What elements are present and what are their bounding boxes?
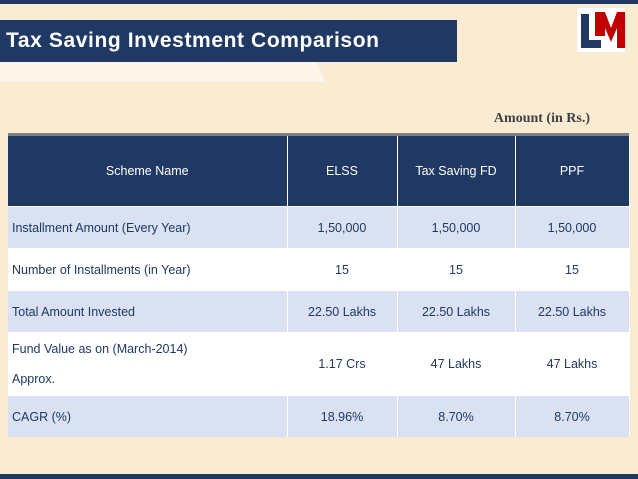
column-header-elss: ELSS	[287, 136, 397, 207]
table-cell: 1,50,000	[515, 207, 629, 249]
table-header-row	[8, 136, 629, 207]
column-header-scheme-name: Scheme Name	[8, 136, 287, 207]
row-label: Installment Amount (Every Year)	[8, 207, 287, 249]
table-row	[8, 207, 629, 249]
amount-unit-note: Amount (in Rs.)	[493, 111, 590, 126]
table-cell: 18.96%	[287, 396, 397, 438]
comparison-table	[8, 133, 629, 437]
table-cell: 8.70%	[515, 396, 629, 438]
column-header-tax-saving-fd: Tax Saving FD	[397, 136, 515, 207]
top-border-bar	[0, 0, 638, 4]
table-row	[8, 396, 629, 438]
row-label-line2: Approx.	[12, 372, 56, 386]
lm-logo-icon	[575, 6, 627, 54]
row-label: Total Amount Invested	[8, 291, 287, 333]
table-cell: 15	[287, 249, 397, 291]
table-cell: 1.17 Crs	[287, 333, 397, 396]
table-row	[8, 291, 629, 333]
row-label: CAGR (%)	[8, 396, 287, 438]
table-cell: 15	[515, 249, 629, 291]
table-cell: 47 Lakhs	[515, 333, 629, 396]
bottom-border-bar	[0, 474, 638, 479]
column-header-ppf: PPF	[515, 136, 629, 207]
table-cell: 22.50 Lakhs	[515, 291, 629, 333]
table-cell: 47 Lakhs	[397, 333, 515, 396]
table-cell: 22.50 Lakhs	[397, 291, 515, 333]
table-cell: 22.50 Lakhs	[287, 291, 397, 333]
table-row	[8, 249, 629, 291]
row-label-line1: Fund Value as on (March-2014)	[12, 342, 188, 356]
table-cell: 8.70%	[397, 396, 515, 438]
table-cell: 1,50,000	[287, 207, 397, 249]
table-cell: 15	[397, 249, 515, 291]
row-label: Number of Installments (in Year)	[8, 249, 287, 291]
page-title: Tax Saving Investment Comparison	[0, 20, 457, 62]
row-label	[8, 333, 287, 396]
table-cell: 1,50,000	[397, 207, 515, 249]
table-row	[8, 333, 629, 396]
